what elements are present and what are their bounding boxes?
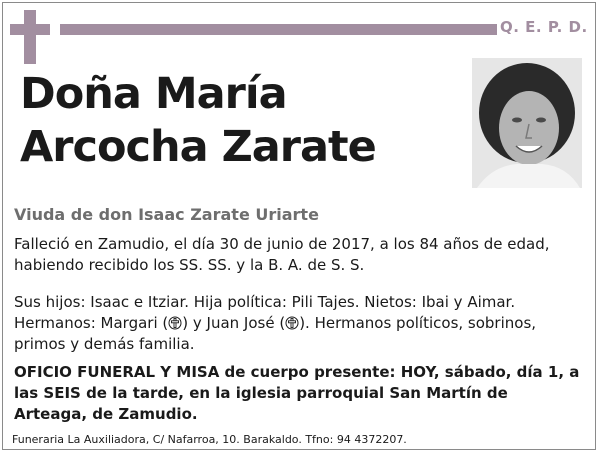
widow-subtitle: Viuda de don Isaac Zarate Uriarte [14, 205, 319, 224]
deceased-cross-icon [285, 316, 299, 330]
deceased-name-line1: Doña María [20, 69, 287, 119]
portrait-photo [472, 58, 582, 188]
deceased-name [20, 68, 460, 174]
family-text-1: Sus hijos: Isaac e Itziar. Hija política: Pili Tajes. Nietos: Ibai y Aimar. Hermanos: Margari ( [14, 293, 516, 332]
deceased-cross-icon [168, 316, 182, 330]
qepd-label: Q. E. P. D. [500, 18, 588, 36]
family-paragraph [14, 292, 586, 355]
cross-icon [24, 10, 36, 64]
funeral-paragraph: OFICIO FUNERAL Y MISA de cuerpo presente: HOY, sábado, día 1, a las SEIS de la tarde, en la iglesia parroquial San Martín de Arteaga, de Zamudio. [14, 363, 580, 423]
header-rule [60, 24, 497, 35]
deceased-name-line2: Arcocha Zarate [20, 122, 376, 172]
family-text-2: ) y Juan José ( [182, 314, 286, 332]
family-text-3: ). Hermanos políticos, sobrinos, primos y demás familia. [14, 314, 537, 353]
cross-icon-arm [10, 24, 50, 35]
funeral-home-footer: Funeraria La Auxiliadora, C/ Nafarroa, 10. Barakaldo. Tfno: 94 4372207. [12, 433, 407, 446]
death-notice-paragraph: Falleció en Zamudio, el día 30 de junio de 2017, a los 84 años de edad, habiendo recibido los SS. SS. y la B. A. de S. S. [14, 235, 550, 274]
